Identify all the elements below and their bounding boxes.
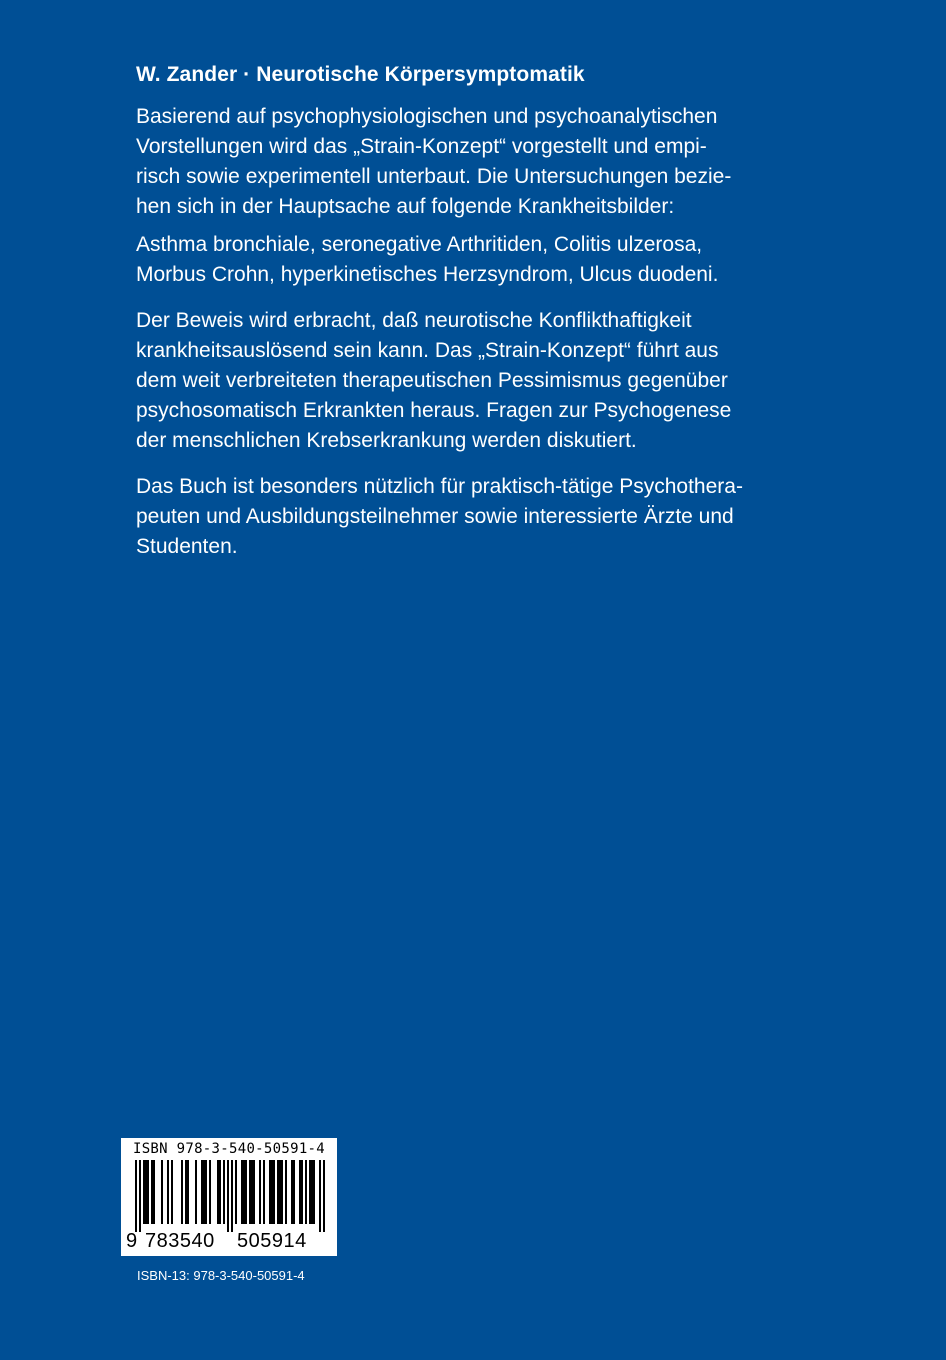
barcode-bar (143, 1160, 145, 1224)
text-line: Der Beweis wird erbracht, daß neurotische Konflikthaftigkeit (136, 309, 692, 332)
book-title: W. Zander · Neurotische Körpersymptomatik (136, 63, 585, 86)
barcode-bar (281, 1160, 283, 1224)
barcode-bar (285, 1160, 287, 1224)
text-line: Das Buch ist besonders nützlich für praktisch-tätige Psychothera- (136, 475, 743, 498)
barcode-bar (279, 1160, 281, 1224)
barcode-bar (147, 1160, 149, 1224)
text-line: dem weit verbreiteten therapeutischen Pessimismus gegenüber (136, 369, 728, 392)
barcode-bar (293, 1160, 295, 1224)
barcode-bar (185, 1160, 187, 1224)
barcode-bar (323, 1160, 325, 1232)
text-line: Asthma bronchiale, seronegative Arthritiden, Colitis ulzerosa, (136, 233, 703, 256)
barcode-bar (231, 1160, 233, 1232)
barcode-bar (219, 1160, 221, 1224)
barcode-bar (311, 1160, 313, 1224)
text-line: Studenten. (136, 535, 238, 558)
text-line: Basierend auf psychophysiologischen und psychoanalytischen (136, 105, 718, 128)
barcode-bar (201, 1160, 203, 1224)
barcode-bar (269, 1160, 271, 1224)
barcode-bar (145, 1160, 147, 1224)
isbn-barcode (121, 1138, 337, 1256)
barcode-bars (121, 1160, 337, 1232)
barcode-bar (299, 1160, 301, 1224)
barcode-bar (227, 1160, 229, 1232)
barcode-first-digit: 9 (126, 1230, 138, 1252)
barcode-bar (241, 1160, 243, 1224)
barcode-bar (271, 1160, 273, 1224)
barcode-bar (139, 1160, 141, 1232)
barcode-bar (161, 1160, 163, 1224)
barcode-right-group: 505914 (237, 1230, 307, 1252)
barcode-bar (249, 1160, 251, 1224)
barcode-bar (181, 1160, 183, 1224)
barcode-bar (223, 1160, 225, 1224)
text-line: der menschlichen Krebserkrankung werden diskutiert. (136, 429, 637, 452)
paragraph-4 (136, 472, 836, 562)
barcode-bar (263, 1160, 265, 1224)
text-line: psychosomatisch Erkrankten heraus. Fragen zur Psychogenese (136, 399, 732, 422)
barcode-bar (167, 1160, 169, 1224)
barcode-bar (273, 1160, 275, 1224)
barcode-bar (251, 1160, 253, 1224)
text-line: hen sich in der Hauptsache auf folgende Krankheitsbilder: (136, 195, 675, 218)
barcode-bar (195, 1160, 197, 1224)
text-line: Vorstellungen wird das „Strain-Konzept“ vorgestellt und empi- (136, 135, 707, 158)
barcode-bar (135, 1160, 137, 1232)
text-line: peuten und Ausbildungsteilnehmer sowie interessierte Ärzte und (136, 505, 734, 528)
isbn-13-text: ISBN-13: 978-3-540-50591-4 (137, 1268, 305, 1283)
barcode-bar (313, 1160, 315, 1224)
barcode-bar (151, 1160, 153, 1224)
barcode-bar (203, 1160, 205, 1224)
barcode-bar (245, 1160, 247, 1224)
paragraph-3 (136, 306, 836, 456)
barcode-bar (309, 1160, 311, 1224)
barcode-bar (319, 1160, 321, 1232)
text-line: krankheitsauslösend sein kann. Das „Strain-Konzept“ führt aus (136, 339, 719, 362)
barcode-left-group: 783540 (145, 1230, 215, 1252)
barcode-bar (291, 1160, 293, 1224)
barcode-bar (217, 1160, 219, 1224)
barcode-bar (171, 1160, 173, 1224)
barcode-bar (235, 1160, 237, 1224)
barcode-bar (259, 1160, 261, 1224)
barcode-bar (305, 1160, 307, 1224)
barcode-bar (209, 1160, 211, 1224)
barcode-bar (187, 1160, 189, 1224)
barcode-bar (153, 1160, 155, 1224)
barcode-bar (277, 1160, 279, 1224)
back-cover-text (136, 60, 836, 562)
paragraph-1 (136, 102, 836, 222)
text-line: risch sowie experimentell unterbaut. Die Untersuchungen bezie- (136, 165, 732, 188)
barcode-bar (301, 1160, 303, 1224)
barcode-isbn-label: ISBN 978-3-540-50591-4 (132, 1141, 326, 1157)
paragraph-2 (136, 230, 836, 290)
barcode-bar (243, 1160, 245, 1224)
barcode-bar (205, 1160, 207, 1224)
barcode-bar (253, 1160, 255, 1224)
text-line: Morbus Crohn, hyperkinetisches Herzsyndrom, Ulcus duodeni. (136, 263, 719, 286)
